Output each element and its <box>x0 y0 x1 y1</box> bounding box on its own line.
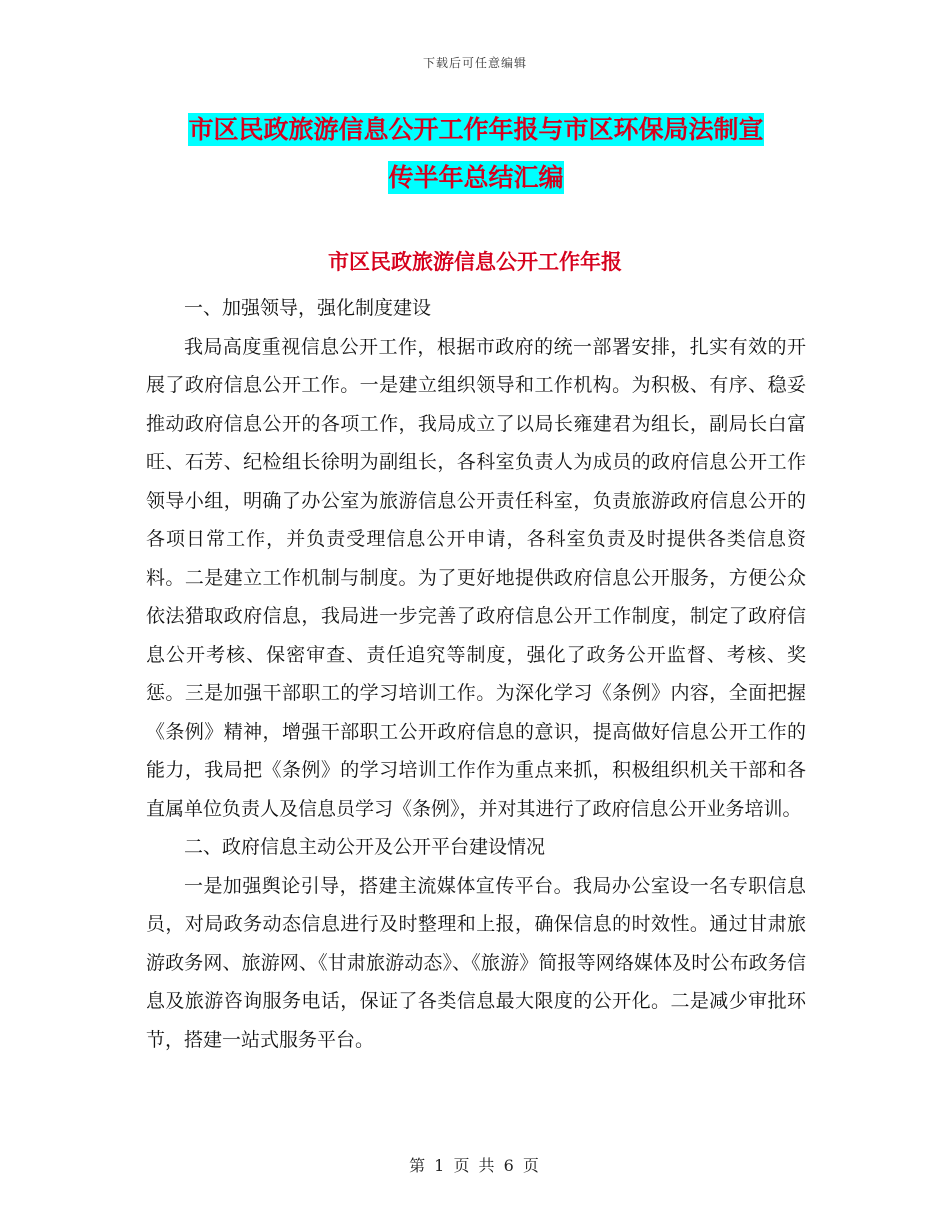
paragraph: 我局高度重视信息公开工作，根据市政府的统一部署安排，扎实有效的开展了政府信息公开工作。一是建立组织领导和工作机构。为积极、有序、稳妥推动政府信息公开的各项工作，我局成立了以局长雍建君为组长，副局长白富旺、石芳、纪检组长徐明为副组长，各科室负责人为成员的政府信息公开工作领导小组，明确了办公室为旅游信息公开责任科室，负责旅游政府信息公开的各项日常工作，并负责受理信息公开申请，各科室负责及时提供各类信息资料。二是建立工作机制与制度。为了更好地提供政府信息公开服务，方便公众依法猎取政府信息，我局进一步完善了政府信息公开工作制度，制定了政府信息公开考核、保密审查、责任追究等制度，强化了政务公开监督、考核、奖惩。三是加强干部职工的学习培训工作。为深化学习《条例》内容，全面把握《条例》精神，增强干部职工公开政府信息的意识，提高做好信息公开工作的能力，我局把《条例》的学习培训工作作为重点来抓，积极组织机关干部和各直属单位负责人及信息员学习《条例》，并对其进行了政府信息公开业务培训。 <box>146 335 806 820</box>
title-line-2: 传半年总结汇编 <box>388 163 564 192</box>
paragraph-heading-1: 一、加强领导，强化制度建设 <box>184 297 432 319</box>
page-footer: 第 1 页 共 6 页 <box>409 1156 541 1175</box>
document-body <box>146 289 806 1059</box>
paragraph: 一是加强舆论引导，搭建主流媒体宣传平台。我局办公室设一名专职信息员，对局政务动态信息进行及时整理和上报，确保信息的时效性。通过甘肃旅游政务网、旅游网、《甘肃旅游动态》、《旅游》简报等网络媒体及时公布政务信息及旅游咨询服务电话，保证了各类信息最大限度的公开化。二是减少审批环节，搭建一站式服务平台。 <box>146 874 806 1051</box>
section-title: 市区民政旅游信息公开工作年报 <box>328 250 622 274</box>
title-line-1: 市区民政旅游信息公开工作年报与市区环保局法制宣 <box>188 115 764 144</box>
paragraph-heading-2: 二、政府信息主动公开及公开平台建设情况 <box>184 836 546 858</box>
document-title <box>146 106 806 202</box>
header-note: 下载后可任意编辑 <box>422 56 527 70</box>
